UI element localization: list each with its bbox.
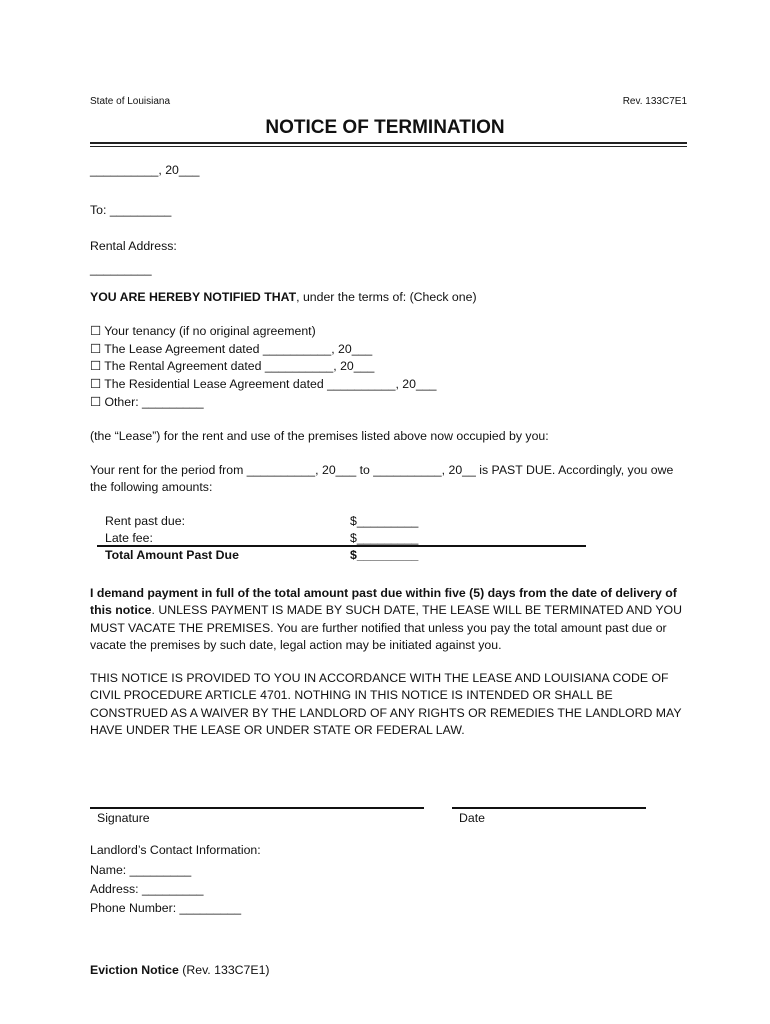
option-lease-agreement[interactable]: ☐ The Lease Agreement dated __________, 20___ bbox=[90, 342, 373, 356]
rental-address-label: Rental Address: bbox=[90, 239, 177, 253]
contact-name: Name: _________ bbox=[90, 863, 192, 877]
notified-line bbox=[90, 290, 477, 304]
date-line: __________, 20___ bbox=[90, 163, 200, 177]
notified-bold: YOU ARE HEREBY NOTIFIED THAT bbox=[90, 290, 297, 304]
legal-notice: THIS NOTICE IS PROVIDED TO YOU IN ACCORDANCE WITH THE LEASE AND LOUISIANA CODE OF CIVIL PROCEDURE ARTICLE 4701. NOTHING IN THIS NOTICE IS INTENDED OR SHALL BE CONSTRUED AS A WAIVER BY THE LANDLORD OF ANY RIGHTS OR REMEDIES THE LANDLORD MAY HAVE UNDER THE LEASE OR UNDER STATE OR FEDERAL LAW. bbox=[90, 671, 682, 738]
footer-rest: (Rev. 133C7E1) bbox=[178, 963, 270, 977]
title-rule-top bbox=[90, 142, 687, 144]
option-rental-agreement[interactable]: ☐ The Rental Agreement dated __________, 20___ bbox=[90, 359, 375, 373]
contact-heading: Landlord’s Contact Information: bbox=[90, 843, 261, 857]
rent-past-due-label: Rent past due: bbox=[105, 514, 185, 528]
contact-address: Address: _________ bbox=[90, 882, 204, 896]
rent-paragraph: Your rent for the period from __________, 20___ to __________, 20__ is PAST DUE. Accordingly, you owe the following amounts: bbox=[90, 463, 674, 495]
date-label: Date bbox=[459, 811, 485, 825]
total-label: Total Amount Past Due bbox=[105, 548, 239, 562]
to-line: To: _________ bbox=[90, 203, 172, 217]
contact-phone: Phone Number: _________ bbox=[90, 901, 242, 915]
lease-line: (the “Lease”) for the rent and use of the premises listed above now occupied by you: bbox=[90, 429, 549, 443]
state-label: State of Louisiana bbox=[90, 96, 171, 107]
demand-rest: . UNLESS PAYMENT IS MADE BY SUCH DATE, THE LEASE WILL BE TERMINATED AND YOU MUST VACATE THE PREMISES. You are further notified that unless you pay the total amount past due or vacate the premises by such date, legal action may be initiated against you. bbox=[90, 603, 682, 653]
signature-label: Signature bbox=[97, 811, 150, 825]
notified-rest: , under the terms of: (Check one) bbox=[296, 290, 477, 304]
date-signature-line[interactable] bbox=[452, 807, 646, 809]
page-title: NOTICE OF TERMINATION bbox=[265, 117, 505, 138]
late-fee-label: Late fee: bbox=[105, 531, 153, 545]
rental-address-blank: _________ bbox=[90, 262, 152, 276]
option-tenancy[interactable]: ☐ Your tenancy (if no original agreement) bbox=[90, 324, 316, 338]
footer bbox=[90, 963, 270, 977]
amounts-rule bbox=[97, 545, 586, 547]
demand-paragraph bbox=[90, 585, 690, 655]
total-value: $_________ bbox=[350, 548, 419, 562]
signature-line[interactable] bbox=[90, 807, 424, 809]
rent-past-due-value: $_________ bbox=[350, 514, 419, 528]
revision-label: Rev. 133C7E1 bbox=[622, 96, 687, 107]
footer-bold: Eviction Notice bbox=[90, 963, 179, 977]
late-fee-value: $_________ bbox=[350, 531, 419, 545]
option-other[interactable]: ☐ Other: _________ bbox=[90, 395, 204, 409]
title-rule-bottom bbox=[90, 146, 687, 147]
option-residential-lease[interactable]: ☐ The Residential Lease Agreement dated __________, 20___ bbox=[90, 377, 437, 391]
demand-bold: I demand payment in full of the total amount past due within five (5) days from the date of delivery of this notice bbox=[90, 586, 677, 618]
